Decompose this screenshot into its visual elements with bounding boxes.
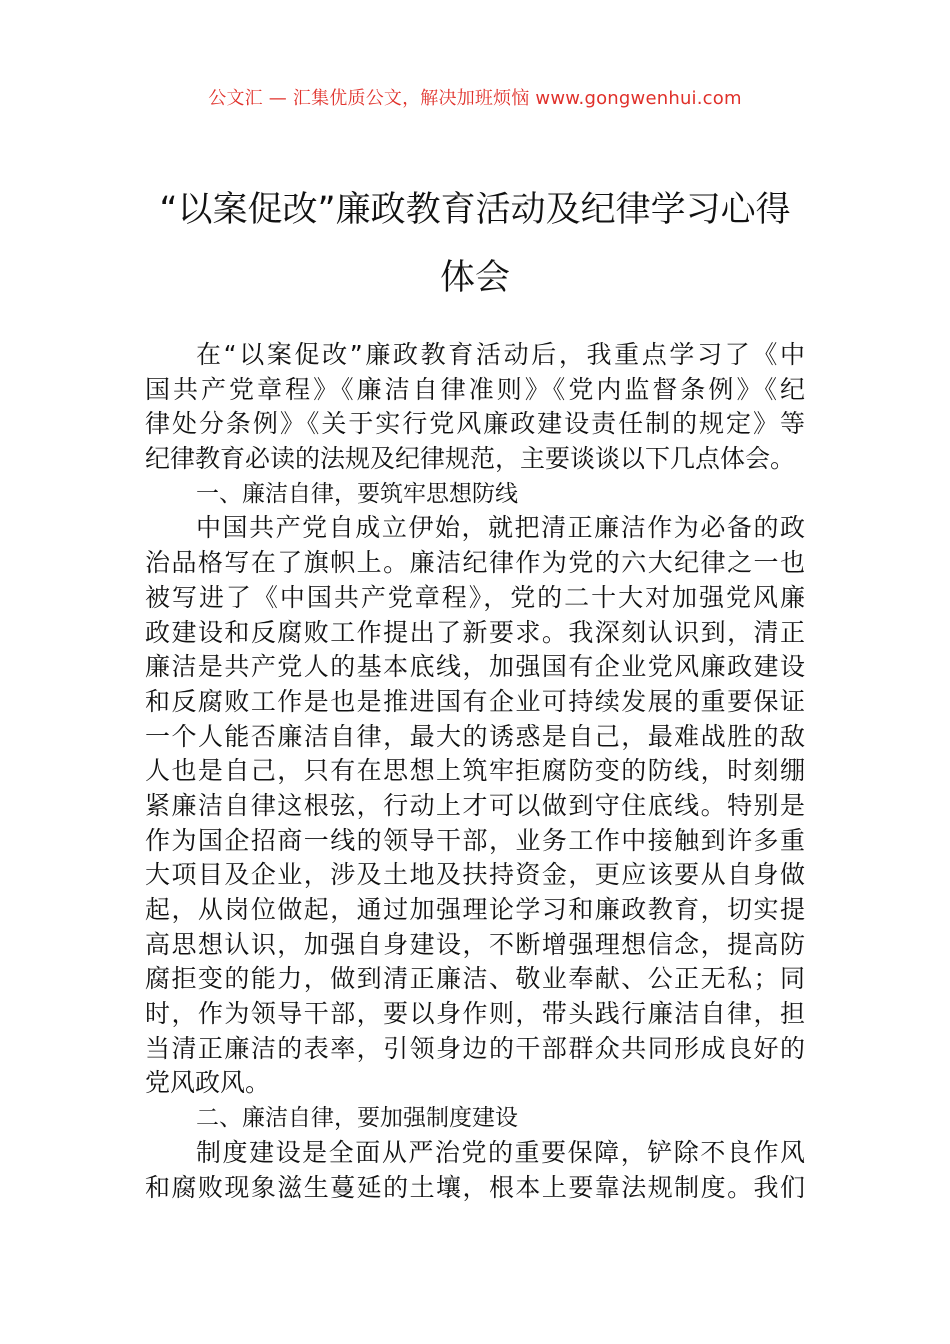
text-line: 被写进了《中国共产党章程》，党的二十大对加强党风廉 — [145, 582, 805, 612]
text-line: 高思想认识，加强自身建设，不断增强理想信念，提高防 — [145, 929, 805, 959]
text-line: 和腐败现象滋生蔓延的土壤，根本上要靠法规制度。我们 — [145, 1172, 805, 1202]
text-line: 腐拒变的能力，做到清正廉洁、敬业奉献、公正无私；同 — [145, 964, 805, 994]
text-line: 治品格写在了旗帜上。廉洁纪律作为党的六大纪律之一也 — [145, 548, 805, 578]
text-line: 紧廉洁自律这根弦，行动上才可以做到守住底线。特别是 — [145, 790, 805, 820]
text-line: 时，作为领导干部，要以身作则，带头践行廉洁自律，担 — [145, 999, 805, 1029]
paragraph — [145, 511, 805, 1101]
section-heading — [145, 477, 805, 512]
text-line: 政建设和反腐败工作提出了新要求。我深刻认识到，清正 — [145, 617, 805, 647]
title-line: “以案促改”廉政教育活动及纪律学习心得 — [159, 190, 791, 230]
text-line: 中国共产党自成立伊始，就把清正廉洁作为必备的政 — [196, 513, 805, 543]
site-header-banner: 公文汇 — 汇集优质公文，解决加班烦恼 www.gongwenhui.com — [208, 88, 742, 109]
text-line: 制度建设是全面从严治党的重要保障，铲除不良作风 — [196, 1137, 805, 1167]
text-line: 二、廉洁自律，要加强制度建设 — [196, 1105, 518, 1132]
text-line: 作为国企招商一线的领导干部，业务工作中接触到许多重 — [145, 825, 805, 855]
text-line: 当清正廉洁的表率，引领身边的干部群众共同形成良好的 — [145, 1033, 805, 1063]
text-line: 律处分条例》《关于实行党风廉政建设责任制的规定》等 — [145, 409, 805, 439]
text-line: 一个人能否廉洁自律，最大的诱惑是自己，最难战胜的敌 — [145, 721, 805, 751]
text-line: 大项目及企业，涉及土地及扶持资金，更应该要从自身做 — [145, 860, 805, 890]
text-line: 一、廉洁自律，要筑牢思想防线 — [196, 480, 518, 507]
text-line: 纪律教育必读的法规及纪律规范，主要谈谈以下几点体会。 — [145, 444, 796, 474]
title-line: 体会 — [439, 258, 510, 298]
document-title — [120, 176, 830, 312]
paragraph — [145, 1136, 805, 1205]
text-line: 党风政风。 — [145, 1068, 271, 1098]
text-line: 在“以案促改”廉政教育活动后，我重点学习了《中 — [196, 340, 805, 369]
section-heading — [145, 1101, 805, 1136]
text-line: 廉洁是共产党人的基本底线，加强国有企业党风廉政建设 — [145, 652, 805, 682]
text-line: 国共产党章程》《廉洁自律准则》《党内监督条例》《纪 — [145, 374, 805, 404]
document-body — [145, 338, 805, 1205]
paragraph — [145, 338, 805, 477]
text-line: 和反腐败工作是也是推进国有企业可持续发展的重要保证 — [145, 686, 805, 716]
text-line: 起，从岗位做起，通过加强理论学习和廉政教育，切实提 — [145, 895, 805, 924]
text-line: 人也是自己，只有在思想上筑牢拒腐防变的防线，时刻绷 — [145, 756, 805, 786]
